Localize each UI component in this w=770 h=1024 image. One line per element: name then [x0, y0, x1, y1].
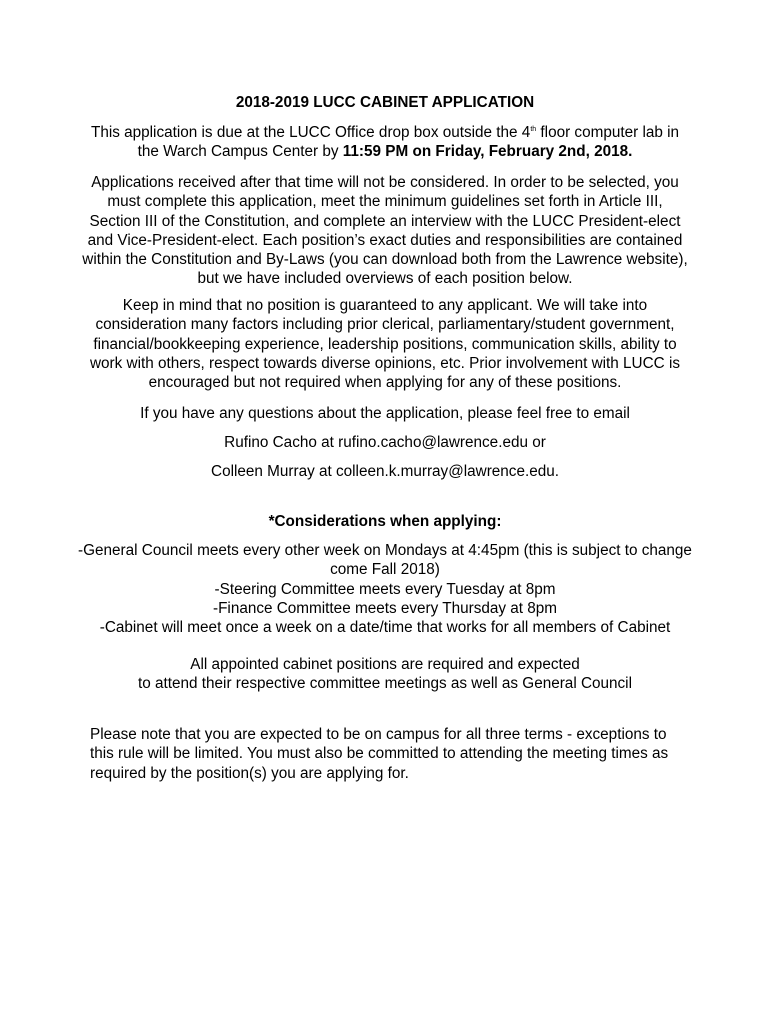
late-applications-paragraph: Applications received after that time will not be considered. In order to be selected, you must complete this application, meet the minimum guidelines set forth in Article III, Section III of the Constitution, and complete an interview with the LUCC President-elect and Vice-President-elect. Each position’s exact duties and responsibilities are contained within the Constitution and By-Laws (you can download both from the Lawrence website), but we have included overviews of each position below. — [82, 174, 688, 288]
consideration-item: -Finance Committee meets every Thursday at 8pm — [212, 599, 558, 617]
deadline-text: 11:59 PM on Friday, February 2nd, 2018. — [342, 143, 633, 161]
questions-line: If you have any questions about the application, please feel free to email — [140, 405, 630, 422]
due-date-text-middle: floor computer lab in the Warch Campus Center by — [137, 124, 680, 161]
consideration-item: -General Council meets every other week on Mondays at 4:45pm (this is subject to change come Fall 2018) — [78, 542, 692, 579]
appointed-line-2: to attend their respective committee meetings as well as General Council — [138, 675, 632, 693]
consideration-item: -Steering Committee meets every Tuesday at 8pm — [214, 580, 556, 598]
contact-rufino: Rufino Cacho at rufino.cacho@lawrence.edu or — [224, 434, 546, 451]
considerations-heading: *Considerations when applying: — [268, 513, 502, 530]
campus-attendance-note: Please note that you are expected to be on campus for all three terms - exceptions to this rule will be limited. You must also be committed to attending the meeting times as required by the position(s) you are applying for. — [90, 726, 669, 782]
due-date-paragraph — [80, 123, 690, 162]
ordinal-suffix: th — [530, 126, 537, 133]
no-guarantee-paragraph: Keep in mind that no position is guaranteed to any applicant. We will take into consideration many factors including prior clerical, parliamentary/student government, financial/bookkeeping experience, leadership positions, communication skills, ability to work with others, respect towards diverse opinions, etc. Prior involvement with LUCC is encouraged but not required when applying for any of these positions. — [89, 297, 680, 392]
considerations-list — [70, 541, 700, 637]
appointed-line-1: All appointed cabinet positions are required and expected — [190, 656, 580, 673]
contact-colleen: Colleen Murray at colleen.k.murray@lawrence.edu. — [211, 463, 559, 480]
consideration-item: -Cabinet will meet once a week on a date/time that works for all members of Cabinet — [99, 619, 671, 637]
document-title: 2018-2019 LUCC CABINET APPLICATION — [235, 94, 535, 111]
due-date-text-start: This application is due at the LUCC Office drop box outside the 4 — [90, 124, 531, 141]
appointed-positions-note — [70, 655, 700, 694]
